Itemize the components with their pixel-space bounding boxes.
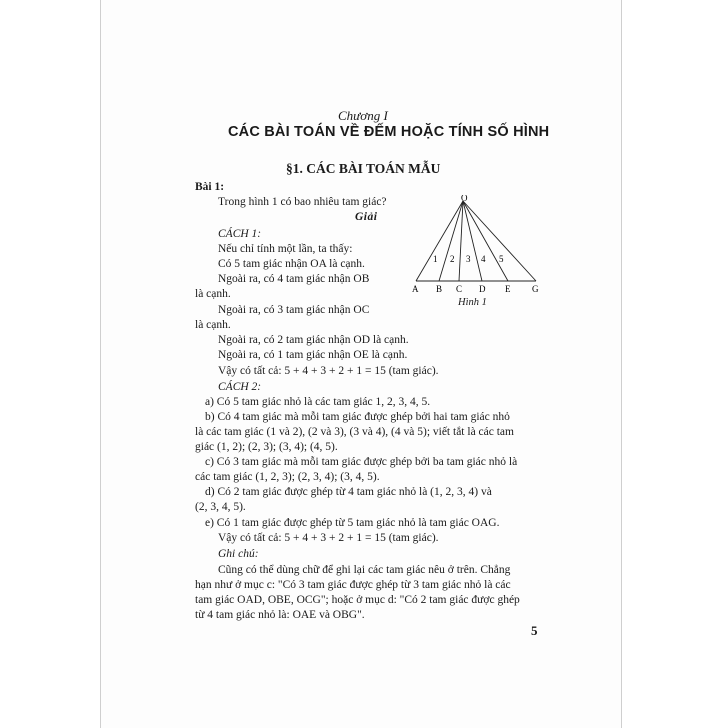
segment-OA — [416, 201, 463, 281]
method1-line: Ngoài ra, có 4 tam giác nhận OB — [218, 273, 370, 285]
segment-OE — [463, 201, 508, 281]
label-D: D — [479, 284, 486, 294]
method2-line: là các tam giác (1 và 2), (2 và 3), (3 và 4), (4 và 5); viết tắt là các tam — [195, 426, 514, 438]
page-number: 5 — [531, 623, 538, 638]
segment-OG — [463, 201, 536, 281]
label-E: E — [505, 284, 511, 294]
label-O: O — [461, 195, 468, 203]
method2-line: Vậy có tất cả: 5 + 4 + 3 + 2 + 1 = 15 (tam giác). — [218, 532, 439, 544]
region-label: 1 — [433, 254, 438, 264]
solution-label: Giải — [355, 211, 378, 223]
figure-lines — [416, 201, 536, 281]
method2-line: c) Có 3 tam giác mà mỗi tam giác được ghép bởi ba tam giác nhỏ là — [205, 456, 518, 468]
method2-line: b) Có 4 tam giác mà mỗi tam giác được ghép bởi hai tam giác nhỏ — [205, 411, 510, 423]
region-label: 5 — [499, 254, 504, 264]
method1-line: là cạnh. — [195, 288, 231, 300]
method1-line: Ngoài ra, có 2 tam giác nhận OD là cạnh. — [218, 334, 409, 346]
label-B: B — [436, 284, 443, 294]
method1-line: Có 5 tam giác nhận OA là cạnh. — [218, 258, 365, 270]
label-G: G — [532, 284, 539, 294]
note-line: tam giác OAD, OBE, OCG"; hoặc ở mục d: "Có 2 tam giác được ghép — [195, 594, 520, 606]
chapter-heading: Chương I — [338, 108, 388, 123]
note-label: Ghi chú: — [218, 548, 259, 560]
problem-label: Bài 1: — [195, 181, 225, 193]
chapter-title: CÁC BÀI TOÁN VỀ ĐẾM HOẶC TÍNH SỐ HÌNH — [228, 124, 550, 140]
method2-line: (2, 3, 4, 5). — [195, 501, 246, 513]
segment-OD — [463, 201, 482, 281]
problem-question: Trong hình 1 có bao nhiêu tam giác? — [218, 196, 387, 208]
method2-line: d) Có 2 tam giác được ghép từ 4 tam giác nhỏ là (1, 2, 3, 4) và — [205, 486, 492, 498]
method2-line: a) Có 5 tam giác nhỏ là các tam giác 1, 2, 3, 4, 5. — [205, 396, 431, 408]
region-label: 2 — [450, 254, 455, 264]
method2-line: các tam giác (1, 2, 3); (2, 3, 4); (3, 4, 5). — [195, 471, 380, 483]
label-C: C — [456, 284, 463, 294]
method2-line: e) Có 1 tam giác được ghép từ 5 tam giác nhỏ là tam giác OAG. — [205, 517, 500, 529]
method1-label: CÁCH 1: — [218, 228, 262, 240]
method1-line: Nếu chỉ tính một lần, ta thấy: — [218, 243, 353, 255]
label-A: A — [412, 284, 419, 294]
note-line: từ 4 tam giác nhỏ là: OAE và OBG". — [195, 609, 365, 621]
note-line: hạn như ở mục c: "Có 3 tam giác được ghép từ 3 tam giác nhỏ là các — [195, 579, 511, 591]
method1-line: Vậy có tất cả: 5 + 4 + 3 + 2 + 1 = 15 (tam giác). — [218, 365, 439, 377]
method2-line: giác (1, 2); (2, 3); (3, 4); (4, 5). — [195, 441, 338, 453]
figure-caption: Hình 1 — [458, 297, 487, 308]
method1-line: Ngoài ra, có 3 tam giác nhận OC — [218, 304, 370, 316]
region-label: 3 — [466, 254, 471, 264]
method2-label: CÁCH 2: — [218, 381, 262, 393]
triangle-figure — [408, 195, 544, 295]
section-heading: §1. CÁC BÀI TOÁN MẪU — [286, 161, 441, 176]
method1-line: Ngoài ra, có 1 tam giác nhận OE là cạnh. — [218, 349, 408, 361]
method1-line: là cạnh. — [195, 319, 231, 331]
region-label: 4 — [481, 254, 486, 264]
note-line: Cũng có thể dùng chữ để ghi lại các tam giác nêu ở trên. Chẳng — [218, 564, 511, 576]
